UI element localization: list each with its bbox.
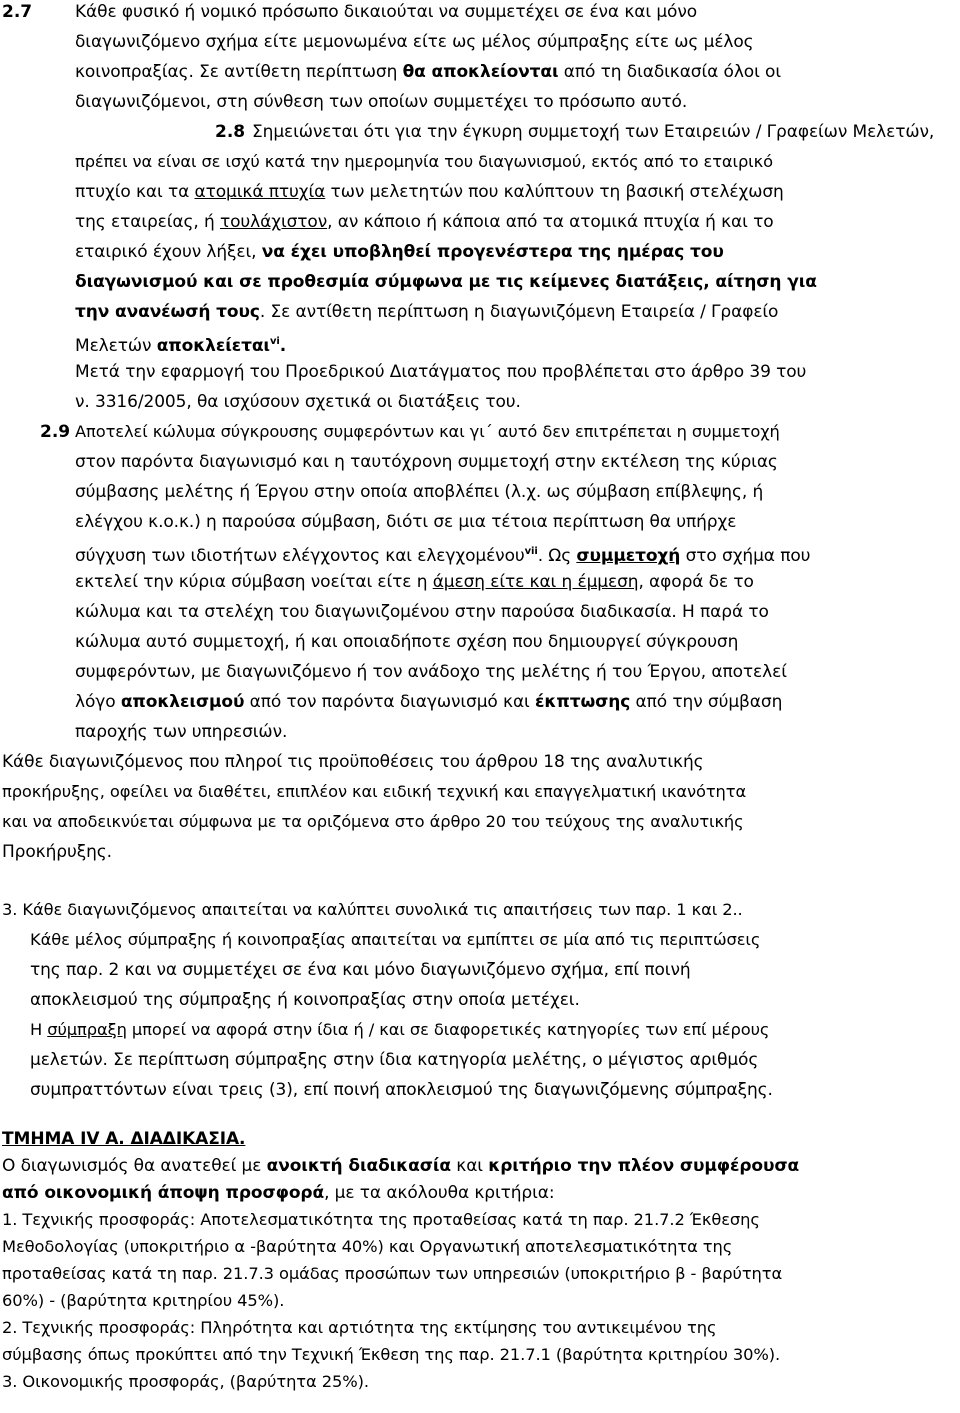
s3-partnership: σύμπραξη [47, 1020, 127, 1039]
s3-line-6: μελετών. Σε περίπτωση σύμπραξης στην ίδια κατηγορία μελέτης, ο μέγιστος αριθμός [30, 1050, 759, 1070]
criteria-line-7: 3. Οικονομικής προσφοράς, (βαρύτητα 25%). [2, 1372, 369, 1391]
s28-line-4a: της εταιρείας, ή [75, 212, 220, 232]
s29-line-9: συμφερόντων, με διαγωνιζόμενο ή τον ανάδοχο της μελέτης ή του Έργου, αποτελεί [75, 662, 787, 682]
s28-line-5 [75, 240, 724, 264]
section-heading-tmima-iv: ΤΜΗΜΑ IV Α. ΔΙΑΔΙΚΑΣΙΑ. [2, 1129, 246, 1149]
s28-line-8a: Μελετών [75, 336, 157, 356]
award-criterion-cont: από οικονομική άποψη προσφορά [2, 1183, 325, 1203]
criteria-line-1: 1. Τεχνικής προσφοράς: Αποτελεσματικότητα της προταθείσας κατά τη παρ. 21.7.2 Έκθεσης [2, 1210, 760, 1229]
s29-line-3: σύμβασης μελέτης ή Έργου στην οποία αποβλέπει (λ.χ. ως σύμβαση επίβλεψης, ή [75, 482, 764, 502]
s27-line-3a: κοινοπραξίας. Σε αντίθετη περίπτωση [75, 62, 403, 82]
s28-at-least: τουλάχιστον [219, 212, 328, 232]
s29-participation: συμμετοχή [576, 546, 681, 566]
tmima-line-2b: , με τα ακόλουθα κριτήρια: [324, 1183, 555, 1203]
para-line-3: και να αποδεικνύεται σύμφωνα με τα οριζόμενα στο άρθρο 20 του τεύχους της αναλυτικής [2, 812, 744, 831]
tmima-line-1 [2, 1154, 799, 1178]
s3-line-5c: μπορεί να αφορά στην ίδια ή / και σε διαφορετικές κατηγορίες των επί μέρους [126, 1020, 770, 1039]
tmima-line-1a: Ο διαγωνισμός θα ανατεθεί με [2, 1156, 267, 1176]
criteria-line-4: 60%) - (βαρύτητα κριτηρίου 45%). [2, 1291, 285, 1310]
criteria-line-3: προταθείσας κατά τη παρ. 21.7.3 ομάδας προσώπων των υπηρεσιών (υποκριτήριο β - βαρύτητα [2, 1264, 783, 1283]
s28-line-10: ν. 3316/2005, θα ισχύσουν σχετικά οι διατάξεις του. [75, 392, 521, 412]
s29-line-10e: από την σύμβαση [630, 692, 783, 712]
s29-exclusion: αποκλεισμού [120, 692, 245, 712]
s29-line-11: παροχής των υπηρεσιών. [75, 722, 288, 742]
s28-line-3 [75, 180, 784, 204]
section-number-2-7: 2.7 [2, 2, 33, 22]
s3-line-5a: Η [30, 1020, 48, 1039]
award-criterion: κριτήριο την πλέον συμφέρουσα [488, 1156, 800, 1176]
s29-line-5 [75, 540, 810, 564]
s28-line-1: Σημειώνεται ότι για την έγκυρη συμμετοχή των Εταιρειών / Γραφείων Μελετών, [252, 122, 935, 142]
s29-line-10 [75, 690, 782, 714]
s28-line-7 [75, 300, 778, 324]
para-line-4: Προκήρυξης. [2, 842, 112, 862]
s28-renewal: την ανανέωσή τους [75, 302, 260, 322]
para-line-1: Κάθε διαγωνιζόμενος που πληροί τις προϋποθέσεις του άρθρου 18 της αναλυτικής [2, 752, 704, 772]
s3-line-5 [30, 1018, 769, 1042]
section-number-2-9: 2.9 [40, 422, 71, 442]
s27-line-2-text: διαγωνιζόμενο σχήμα είτε μεμονωμένα είτε ως μέλος σύμπραξης είτε ως μέλος [75, 32, 754, 52]
s28-line-8 [75, 330, 286, 354]
s29-line-10a: λόγο [75, 692, 121, 712]
s29-line-7: κώλυμα και τα στελέχη του διαγωνιζομένου στην παρούσα διαδικασία. Η παρά το [75, 602, 769, 622]
s3-line-7: συμπραττόντων είναι τρεις (3), επί ποινή αποκλεισμού της διαγωνιζόμενης σύμπραξης. [30, 1080, 773, 1100]
s29-line-5a: σύγχυση των ιδιοτήτων ελέγχοντος και ελεγχομένου [75, 546, 525, 566]
s28-excluded: αποκλείεται [156, 336, 270, 356]
footnote-ref-vii: vii [524, 546, 538, 557]
s28-line-3a: πτυχίο και τα [75, 182, 195, 202]
s29-line-2: στον παρόντα διαγωνισμό και η ταυτόχρονη συμμετοχή στην εκτέλεση της κύριας [75, 452, 778, 472]
s28-line-6: διαγωνισμού και σε προθεσμία σύμφωνα με τις κείμενες διατάξεις, αίτηση για [75, 272, 817, 292]
footnote-ref-vi: vi [269, 336, 280, 347]
section-number-2-8: 2.8 [215, 122, 246, 142]
s27-line-2 [75, 30, 955, 54]
criteria-line-2: Μεθοδολογίας (υποκριτήριο α -βαρύτητα 40%) και Οργανωτική αποτελεσματικότητα της [2, 1237, 733, 1256]
s29-line-5b: . Ως [537, 546, 577, 566]
s3-line-1: 3. Κάθε διαγωνιζόμενος απαιτείται να καλύπτει συνολικά τις απαιτήσεις των παρ. 1 και 2.. [2, 900, 743, 919]
s27-line-1 [75, 0, 955, 24]
open-procedure: ανοικτή διαδικασία [266, 1156, 451, 1176]
s3-line-2: Κάθε μέλος σύμπραξης ή κοινοπραξίας απαιτείται να εμπίπτει σε μία από τις περιπτώσεις [30, 930, 761, 949]
s28-line-5b: να έχει υποβληθεί προγενέστερα της ημέρας του [261, 242, 724, 262]
s28-line-4c: , αν κάποιο ή κάποια από τα ατομικά πτυχία ή και το [327, 212, 774, 232]
s27-line-3 [75, 60, 781, 84]
criteria-line-5: 2. Τεχνικής προσφοράς: Πληρότητα και αρτιότητα της εκτίμησης του αντικειμένου της [2, 1318, 717, 1337]
s29-line-6 [75, 570, 754, 594]
s27-line-3c: από τη διαδικασία όλοι οι [558, 62, 782, 82]
s29-forfeiture: έκπτωσης [535, 692, 631, 712]
s28-line-5a: εταιρικό έχουν λήξει, [75, 242, 262, 262]
s27-line-1-text: Κάθε φυσικό ή νομικό πρόσωπο δικαιούται να συμμετέχει σε ένα και μόνο [75, 2, 698, 22]
s28-line-3c: των μελετητών που καλύπτουν τη βασική στελέχωση [325, 182, 784, 202]
s29-line-6c: , αφορά δε το [638, 572, 754, 592]
s3-line-3: της παρ. 2 και να συμμετέχει σε ένα και μόνο διαγωνιζόμενο σχήμα, επί ποινή [30, 960, 691, 980]
tmima-line-1c: και [450, 1156, 489, 1176]
s29-line-4: ελέγχου κ.ο.κ.) η παρούσα σύμβαση, διότι σε μια τέτοια περίπτωση θα υπήρχε [75, 512, 737, 532]
s29-line-10c: από τον παρόντα διαγωνισμό και [244, 692, 536, 712]
para-line-2: προκήρυξης, οφείλει να διαθέτει, επιπλέον και ειδική τεχνική και επαγγελματική ικανότητα [2, 782, 747, 801]
s3-line-4: αποκλεισμού της σύμπραξης ή κοινοπραξίας στην οποία μετέχει. [30, 990, 580, 1010]
s28-line-9: Μετά την εφαρμογή του Προεδρικού Διατάγματος που προβλέπεται στο άρθρο 39 του [75, 362, 807, 382]
tmima-line-2 [2, 1181, 555, 1205]
s29-line-1: Αποτελεί κώλυμα σύγκρουσης συμφερόντων και γι΄ αυτό δεν επιτρέπεται η συμμετοχή [75, 422, 780, 441]
s28-line-4 [75, 210, 774, 234]
criteria-line-6: σύμβασης όπως προκύπτει από την Τεχνική Έκθεση της παρ. 21.7.1 (βαρύτητα κριτηρίου 30%). [2, 1345, 781, 1364]
s27-excluded-bold: θα αποκλείονται [402, 62, 559, 82]
s27-line-4: διαγωνιζόμενοι, στη σύνθεση των οποίων συμμετέχει το πρόσωπο αυτό. [75, 92, 688, 112]
s28-line-2: πρέπει να είναι σε ισχύ κατά την ημερομηνία του διαγωνισμού, εκτός από το εταιρικό [75, 152, 773, 171]
s28-line-7b: . Σε αντίθετη περίπτωση η διαγωνιζόμενη Εταιρεία / Γραφείο [259, 302, 779, 322]
s29-line-5d: στο σχήμα που [680, 546, 811, 566]
s28-line-8c: . [279, 336, 287, 356]
s29-line-6a: εκτελεί την κύρια σύμβαση νοείται είτε η [75, 572, 433, 592]
s29-direct-indirect: άμεση είτε και η έμμεση [432, 572, 639, 592]
s29-line-8: κώλυμα αυτό συμμετοχή, ή και οποιαδήποτε σχέση που δημιουργεί σύγκρουση [75, 632, 739, 652]
s28-individual-degrees: ατομικά πτυχία [194, 182, 326, 202]
